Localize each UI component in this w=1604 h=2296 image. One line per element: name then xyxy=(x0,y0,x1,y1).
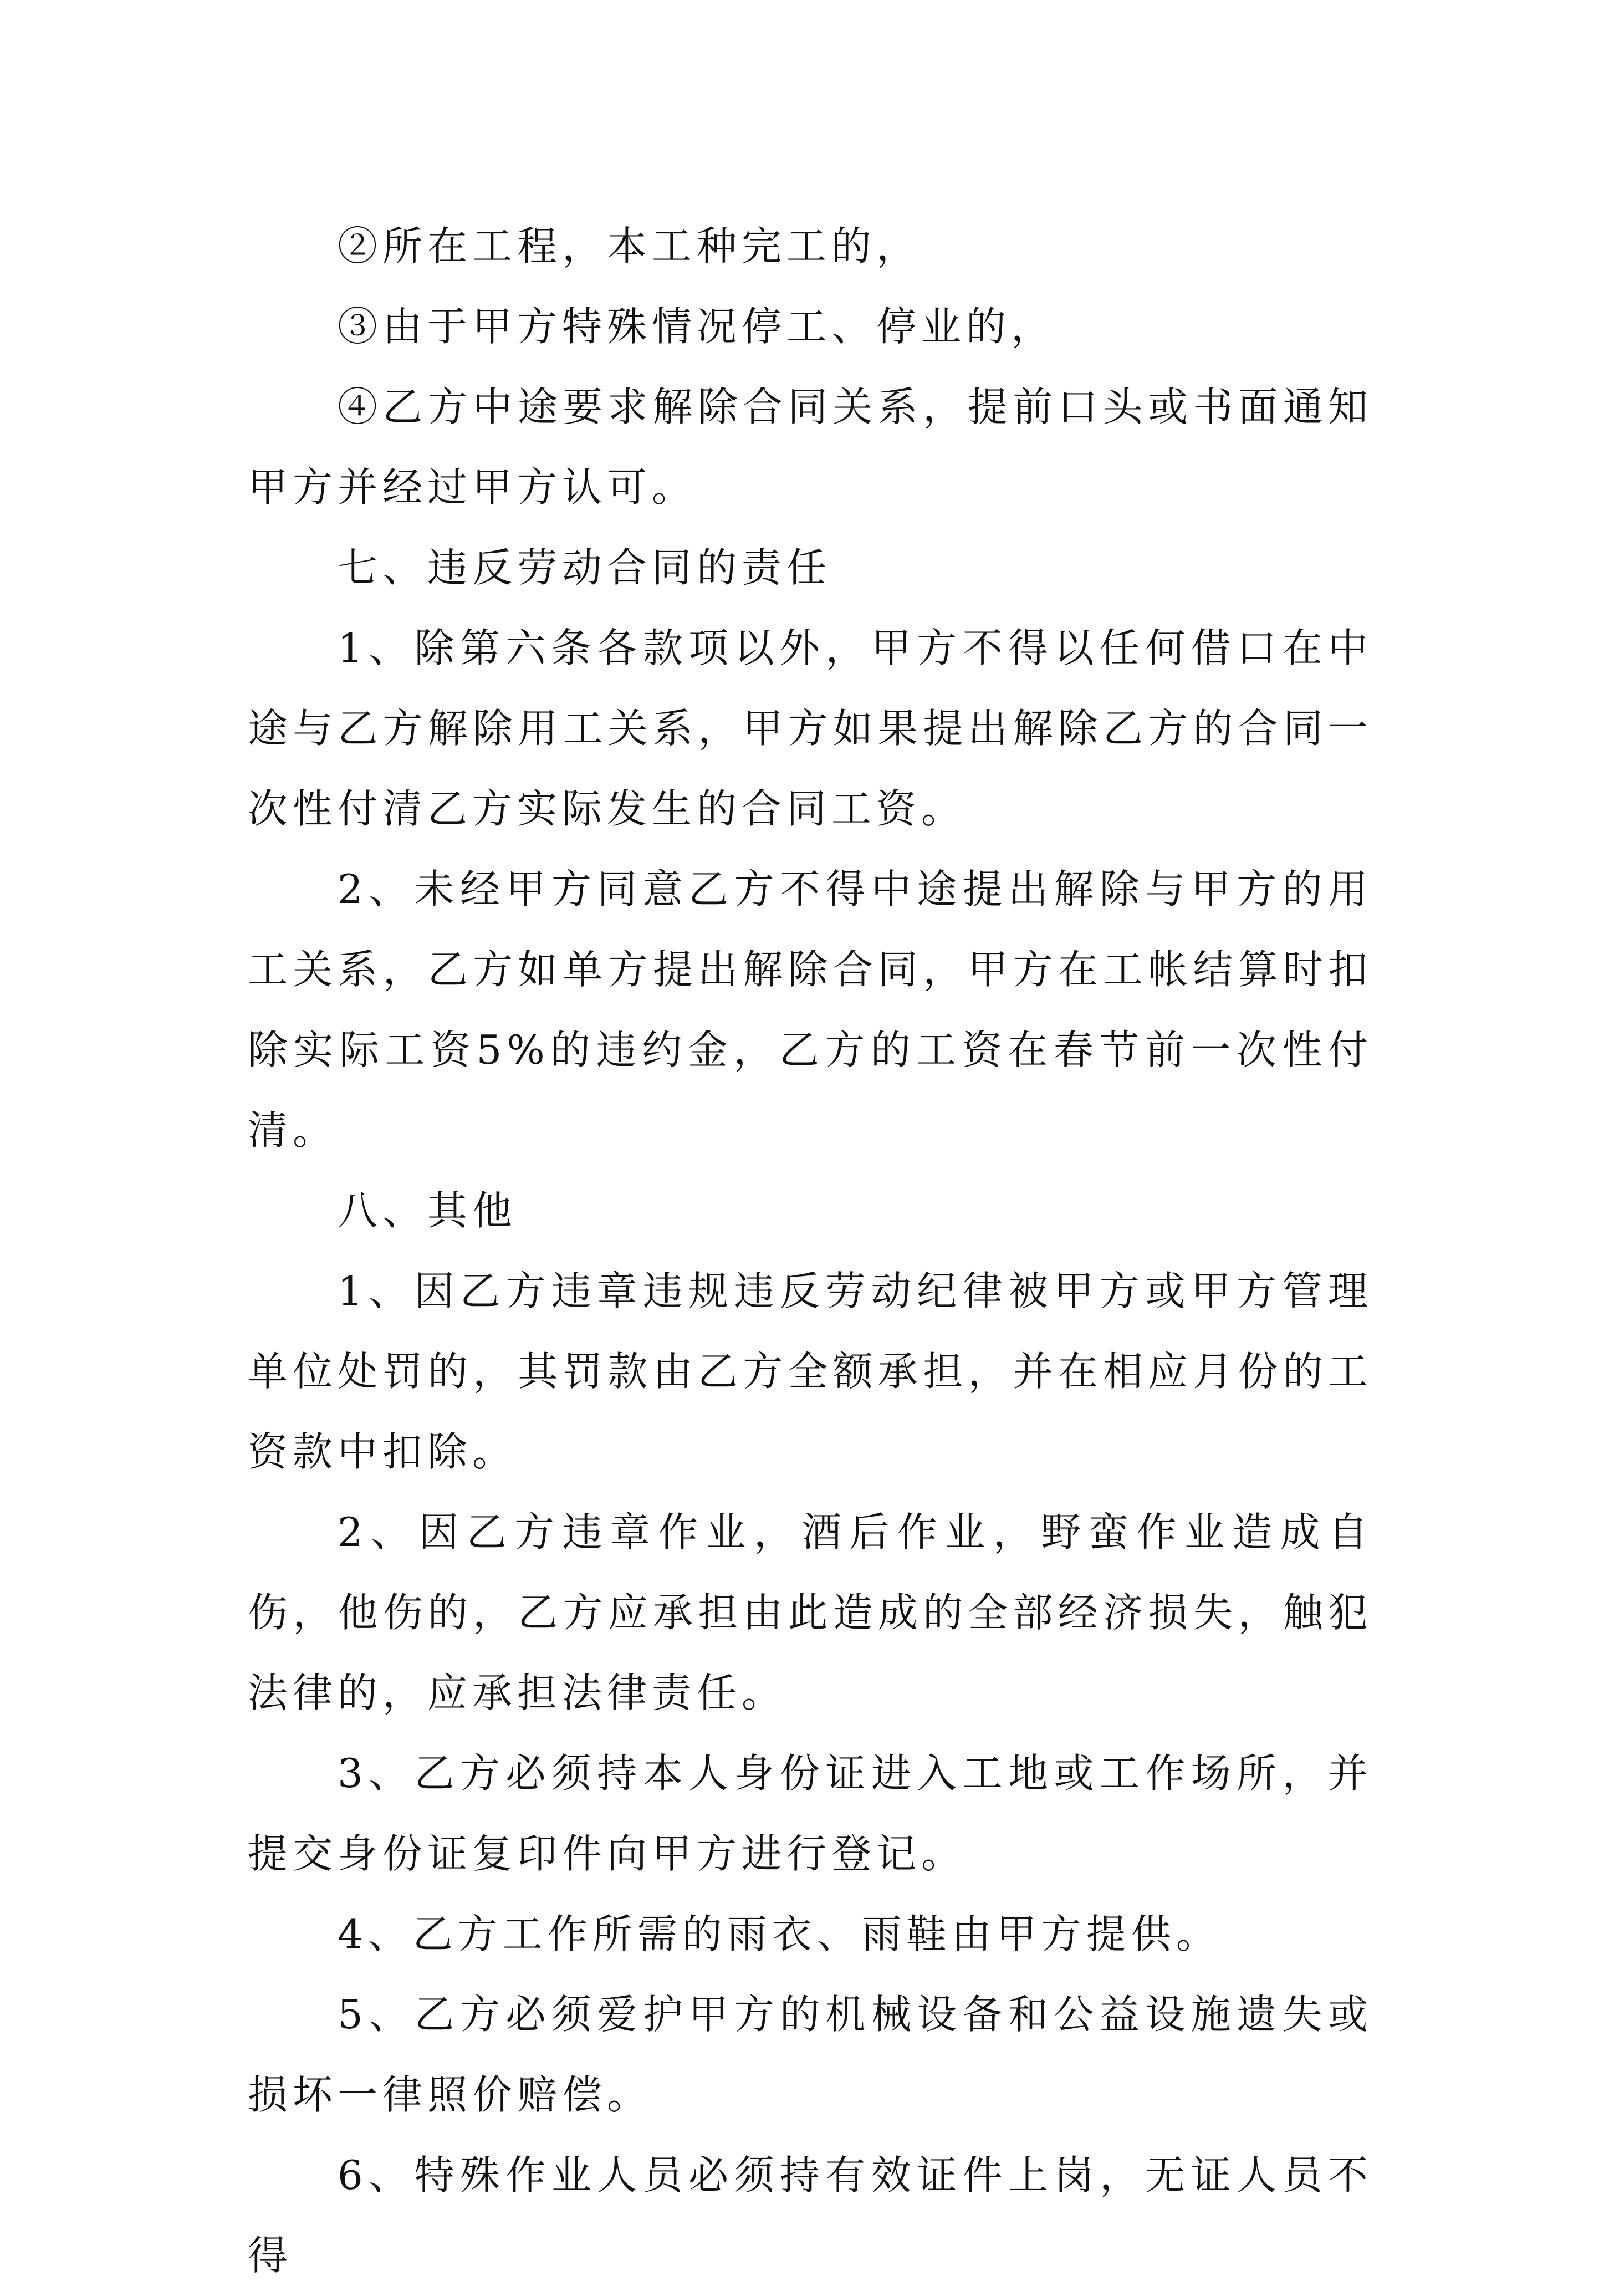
section-heading-8: 八、其他 xyxy=(338,1187,518,1234)
section-7-clause-2: 2、未经甲方同意乙方不得中途提出解除与甲方的用工关系，乙方如单方提出解除合同，甲方在工帐结算时扣除实际工资5%的违约金，乙方的工资在春节前一次性付清。 xyxy=(248,866,1373,1154)
section-8-clause-4: 4、乙方工作所需的雨衣、雨鞋由甲方提供。 xyxy=(338,1911,1221,1957)
section-8-clause-3: 3、乙方必须持本人身份证进入工地或工作场所，并提交身份证复印件向甲方进行登记。 xyxy=(248,1750,1373,1877)
section-8-clause-6: 6、特殊作业人员必须持有效证件上岗，无证人员不得 xyxy=(248,2152,1373,2279)
section-8-clause-5: 5、乙方必须爱护甲方的机械设备和公益设施遗失或损坏一律照价赔偿。 xyxy=(248,1991,1373,2118)
section-heading-7: 七、违反劳动合同的责任 xyxy=(338,544,832,591)
clause-item-3: ③由于甲方特殊情况停工、停业的， xyxy=(338,303,1056,350)
document-body xyxy=(248,206,1373,2296)
section-7-clause-1: 1、除第六条各款项以外，甲方不得以任何借口在中途与乙方解除用工关系，甲方如果提出解除乙方的合同一次性付清乙方实际发生的合同工资。 xyxy=(248,625,1373,832)
clause-item-4: ④乙方中途要求解除合同关系，提前口头或书面通知甲方并经过甲方认可。 xyxy=(248,384,1373,511)
section-8-clause-1: 1、因乙方违章违规违反劳动纪律被甲方或甲方管理单位处罚的，其罚款由乙方全额承担，并在相应月份的工资款中扣除。 xyxy=(248,1268,1373,1475)
clause-item-2: ②所在工程，本工种完工的， xyxy=(338,223,922,269)
section-8-clause-2: 2、因乙方违章作业，酒后作业，野蛮作业造成自伤，他伤的，乙方应承担由此造成的全部经济损失，触犯法律的，应承担法律责任。 xyxy=(248,1509,1373,1716)
